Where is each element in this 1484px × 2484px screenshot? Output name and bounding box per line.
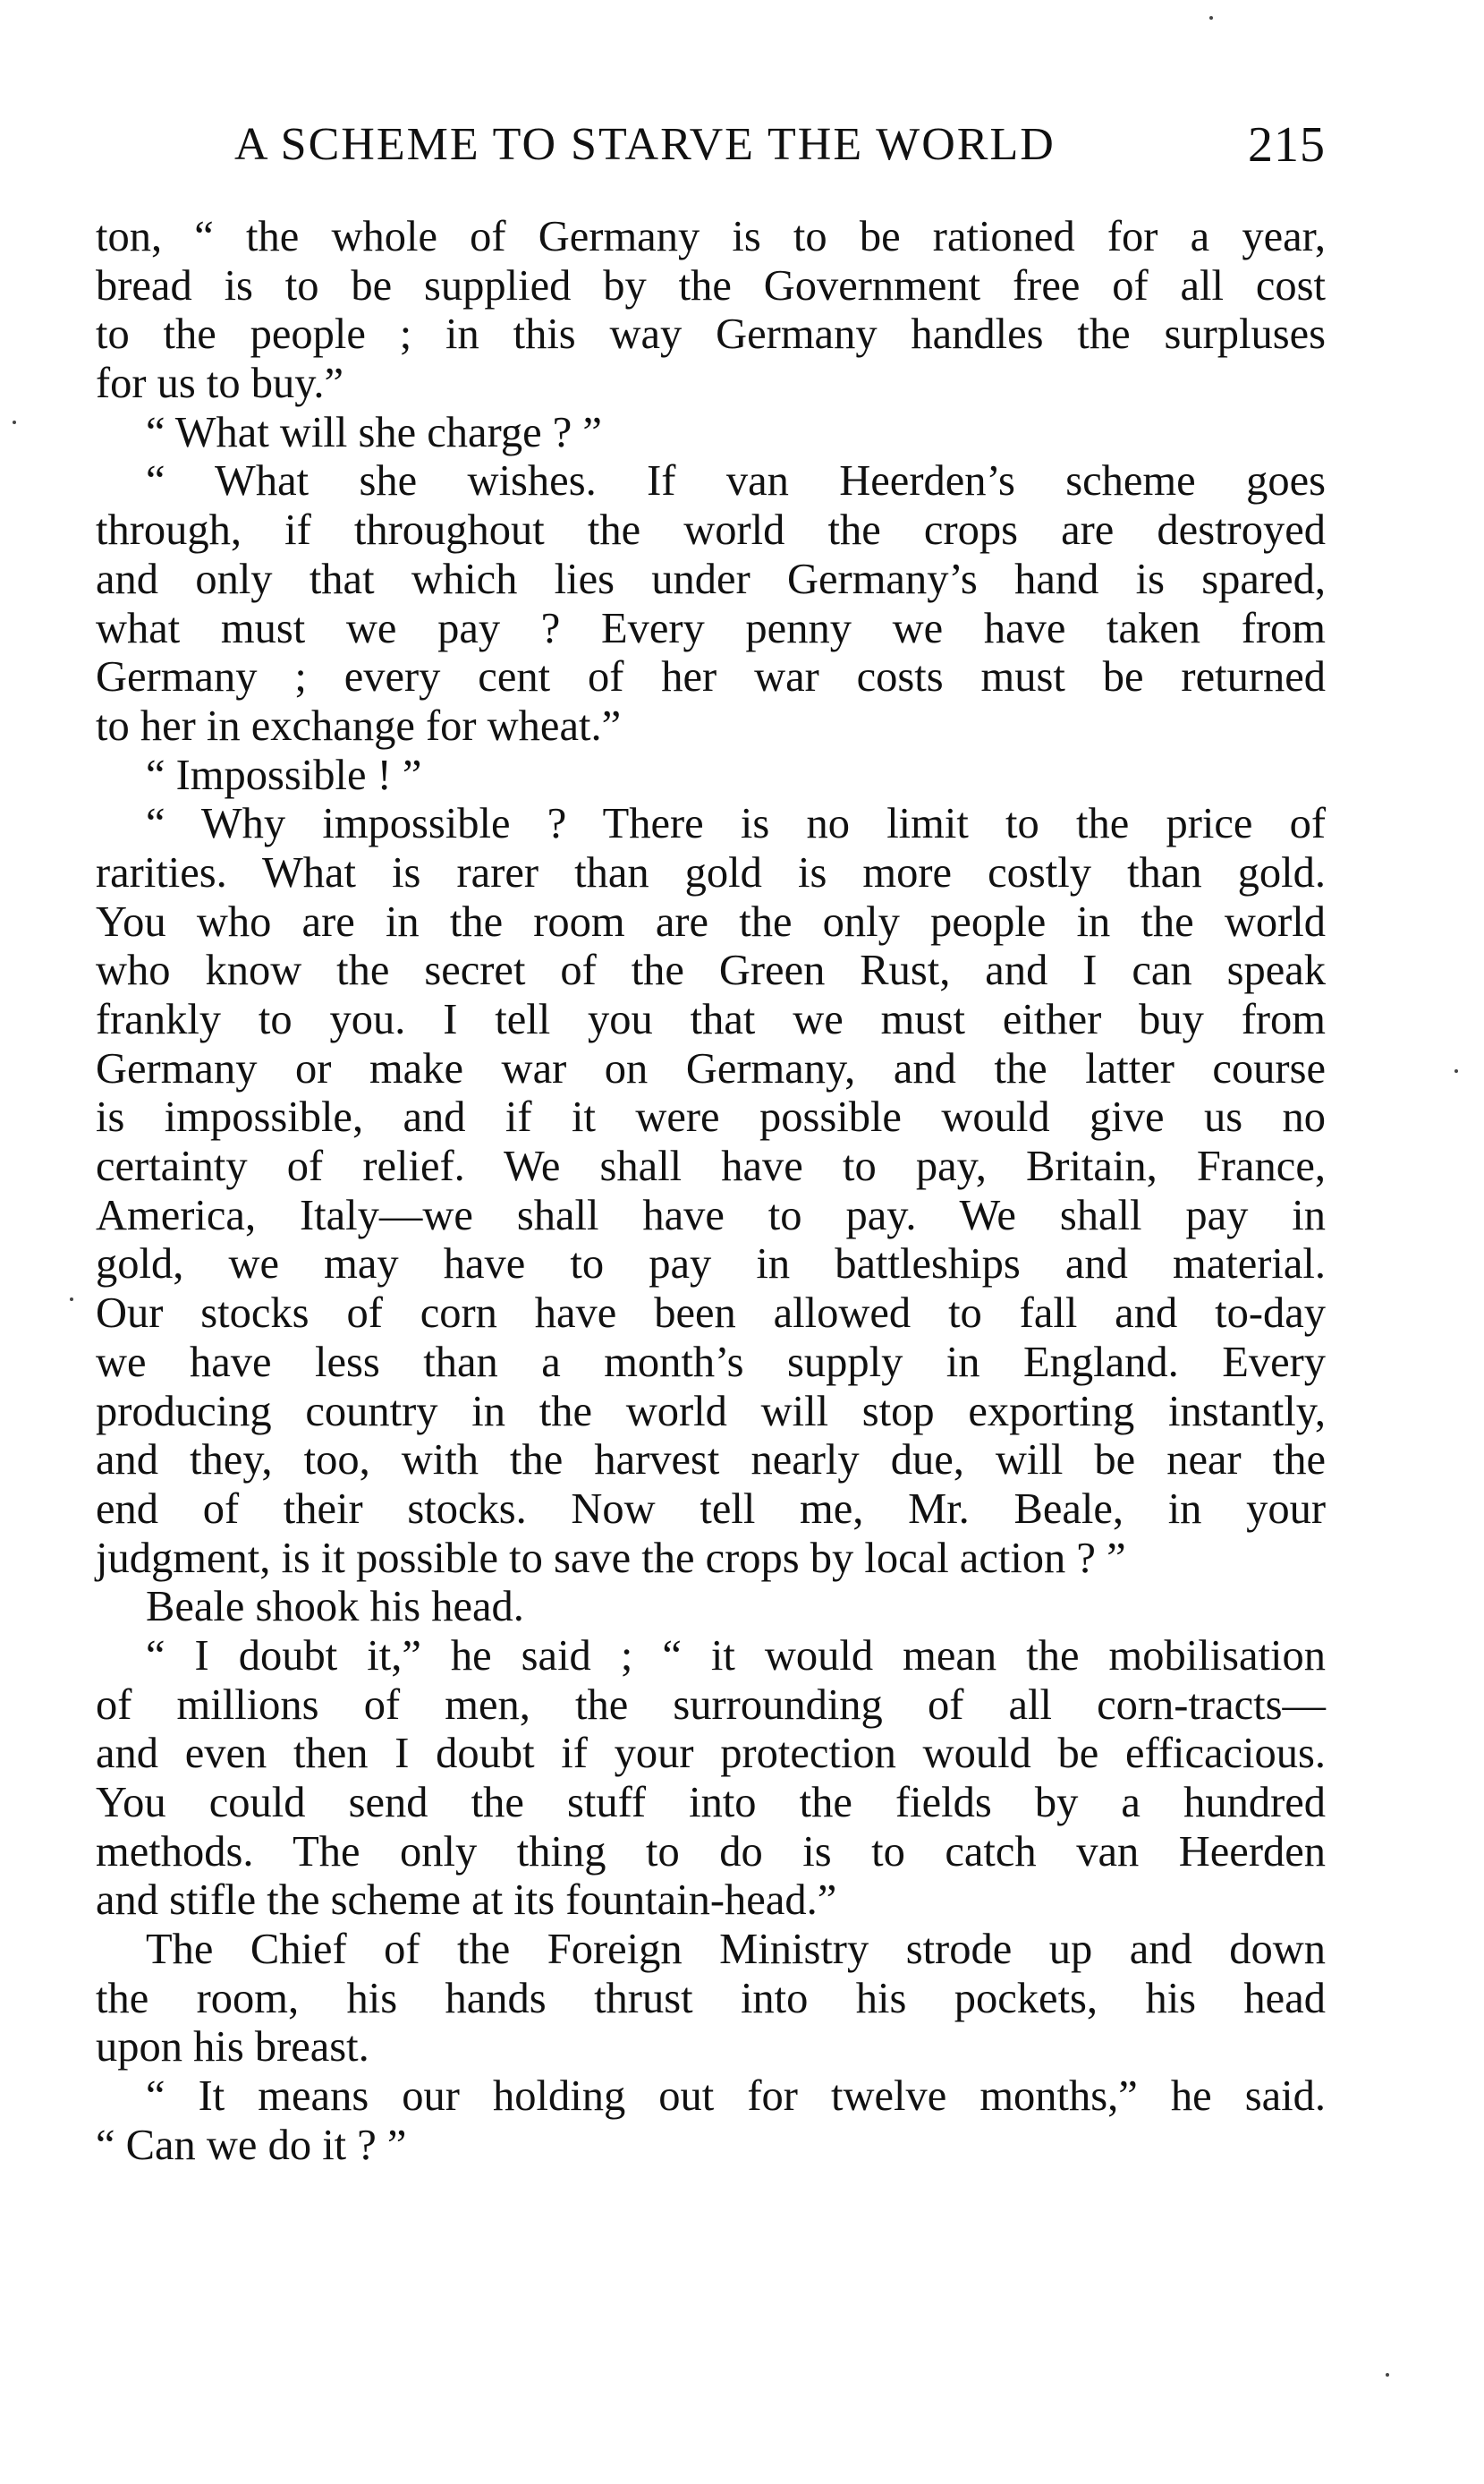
text-line: and only that which lies under Germany’s hand is spared, — [96, 555, 1326, 603]
text-line: The Chief of the Foreign Ministry strode up and down — [146, 1926, 1326, 1974]
print-speck — [1209, 16, 1213, 20]
text-line: bread is to be supplied by the Government free of all cost — [96, 261, 1326, 310]
text-line: “ I doubt it,” he said ; “ it would mean the mobilisation — [146, 1631, 1326, 1680]
text-line: Our stocks of corn have been allowed to fall and to-day — [96, 1289, 1326, 1338]
text-line: “ It means our holding out for twelve months,” he said. — [146, 2072, 1326, 2121]
text-line: judgment, is it possible to save the crops by local action ? ” — [96, 1534, 1126, 1582]
text-line: what must we pay ? Every penny we have taken from — [96, 604, 1326, 652]
text-line: for us to buy.” — [96, 360, 344, 408]
print-speck — [13, 421, 16, 424]
text-line: “ Can we do it ? ” — [96, 2121, 407, 2169]
text-line: Germany ; every cent of her war costs must be returned — [96, 653, 1326, 702]
print-speck — [1454, 1069, 1458, 1073]
text-line: and they, too, with the harvest nearly due, will be near the — [96, 1436, 1326, 1484]
text-line: who know the secret of the Green Rust, and I can speak — [96, 947, 1326, 995]
text-line: gold, we may have to pay in battleships and material. — [96, 1240, 1326, 1289]
text-line: Germany or make war on Germany, and the latter course — [96, 1044, 1326, 1093]
text-line: through, if throughout the world the crops are destroyed — [96, 506, 1326, 555]
text-line: rarities. What is rarer than gold is more costly than gold. — [96, 848, 1326, 897]
text-line: upon his breast. — [96, 2023, 369, 2071]
text-line: is impossible, and if it were possible would give us no — [96, 1093, 1326, 1142]
text-line: “ Impossible ! ” — [146, 751, 422, 799]
text-line: and stifle the scheme at its fountain-head.” — [96, 1876, 837, 1925]
text-line: of millions of men, the surrounding of all corn-tracts— — [96, 1680, 1326, 1729]
body-text — [96, 213, 1326, 2171]
running-header — [234, 109, 1326, 181]
text-line: “ What she wishes. If van Heerden’s scheme goes — [146, 457, 1326, 506]
text-line: and even then I doubt if your protection would be efficacious. — [96, 1730, 1326, 1778]
text-line: the room, his hands thrust into his pockets, his head — [96, 1974, 1326, 2022]
text-line: end of their stocks. Now tell me, Mr. Beale, in your — [96, 1484, 1326, 1533]
text-line: producing country in the world will stop exporting instantly, — [96, 1387, 1326, 1435]
text-line: certainty of relief. We shall have to pay, Britain, France, — [96, 1143, 1326, 1191]
text-line: You who are in the room are the only people in the world — [96, 897, 1326, 946]
running-title: A SCHEME TO STARVE THE WORLD — [234, 119, 1056, 170]
page-number: 215 — [1248, 117, 1326, 173]
text-line: to her in exchange for wheat.” — [96, 702, 622, 750]
text-line: frankly to you. I tell you that we must either buy from — [96, 996, 1326, 1043]
text-line: America, Italy—we shall have to pay. We shall pay in — [96, 1191, 1326, 1239]
text-line: “ What will she charge ? ” — [146, 408, 602, 456]
print-speck — [70, 1297, 73, 1301]
text-line: we have less than a month’s supply in England. Every — [96, 1338, 1326, 1386]
text-line: methods. The only thing to do is to catch van Heerden — [96, 1827, 1326, 1876]
text-line: You could send the stuff into the fields by a hundred — [96, 1779, 1326, 1826]
text-line: to the people ; in this way Germany handles the surpluses — [96, 310, 1326, 359]
text-line: “ Why impossible ? There is no limit to the price of — [146, 800, 1326, 848]
text-line: Beale shook his head. — [146, 1583, 524, 1631]
print-speck — [1386, 2373, 1389, 2377]
text-line: ton, “ the whole of Germany is to be rationed for a year, — [96, 213, 1326, 260]
